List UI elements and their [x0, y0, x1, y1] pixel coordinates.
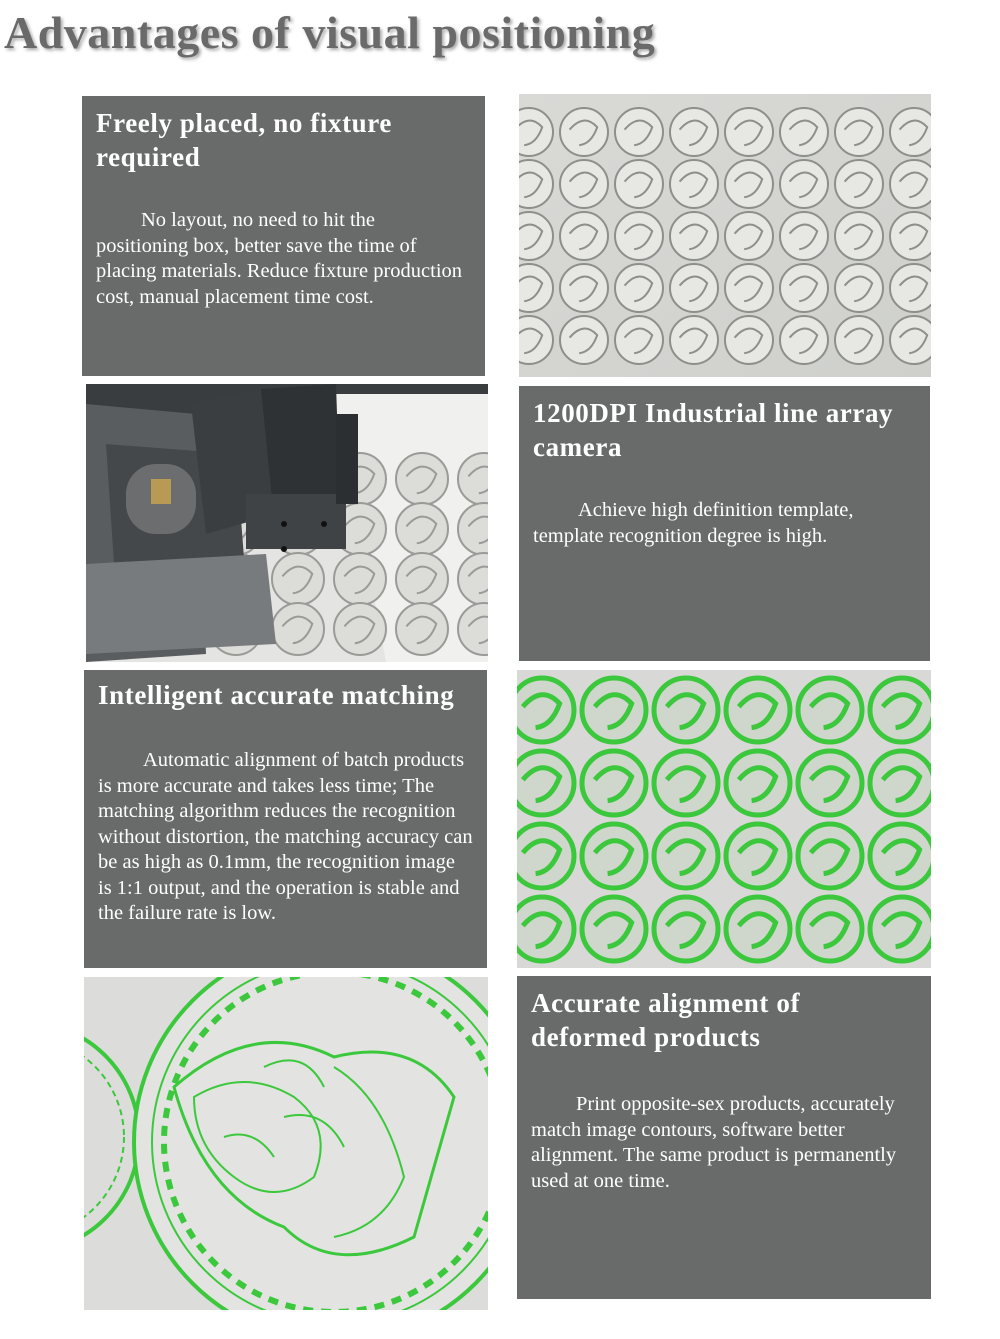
camera-machine-photo [86, 384, 488, 662]
section-heading: Accurate alignment of deformed products [531, 988, 801, 1052]
section-body: Achieve high definition template, template recognition degree is high. [533, 499, 854, 547]
section-card-camera [519, 386, 930, 661]
section-card-matching [84, 670, 487, 968]
section-card-fixture [82, 96, 485, 376]
section-body: Automatic alignment of batch products is more accurate and takes less time; The matching algorithm reduces the recognition without distortion, the matching accuracy can be as high as 0.1mm, the recognition image is 1:1 output, and the operation is stable and the failure rate is low. [98, 749, 473, 924]
section-heading: 1200DPI Industrial line array camera [533, 398, 894, 462]
section-card-deformed [517, 976, 931, 1299]
deformed-label-closeup-photo [84, 977, 488, 1310]
section-heading: Freely placed, no fixture required [96, 108, 392, 172]
section-heading: Intelligent accurate matching [98, 680, 455, 710]
section-body: Print opposite-sex products, accurately match image contours, software better alignment. The same product is permanently used at one time. [531, 1093, 897, 1192]
green-matched-labels-photo [517, 670, 931, 968]
section-body: No layout, no need to hit the positioning box, better save the time of placing materials. Reduce fixture production cost, manual placement time cost. [96, 209, 463, 308]
page-title: Advantages of visual positioning [4, 7, 656, 58]
printed-labels-grid-photo [519, 94, 931, 377]
